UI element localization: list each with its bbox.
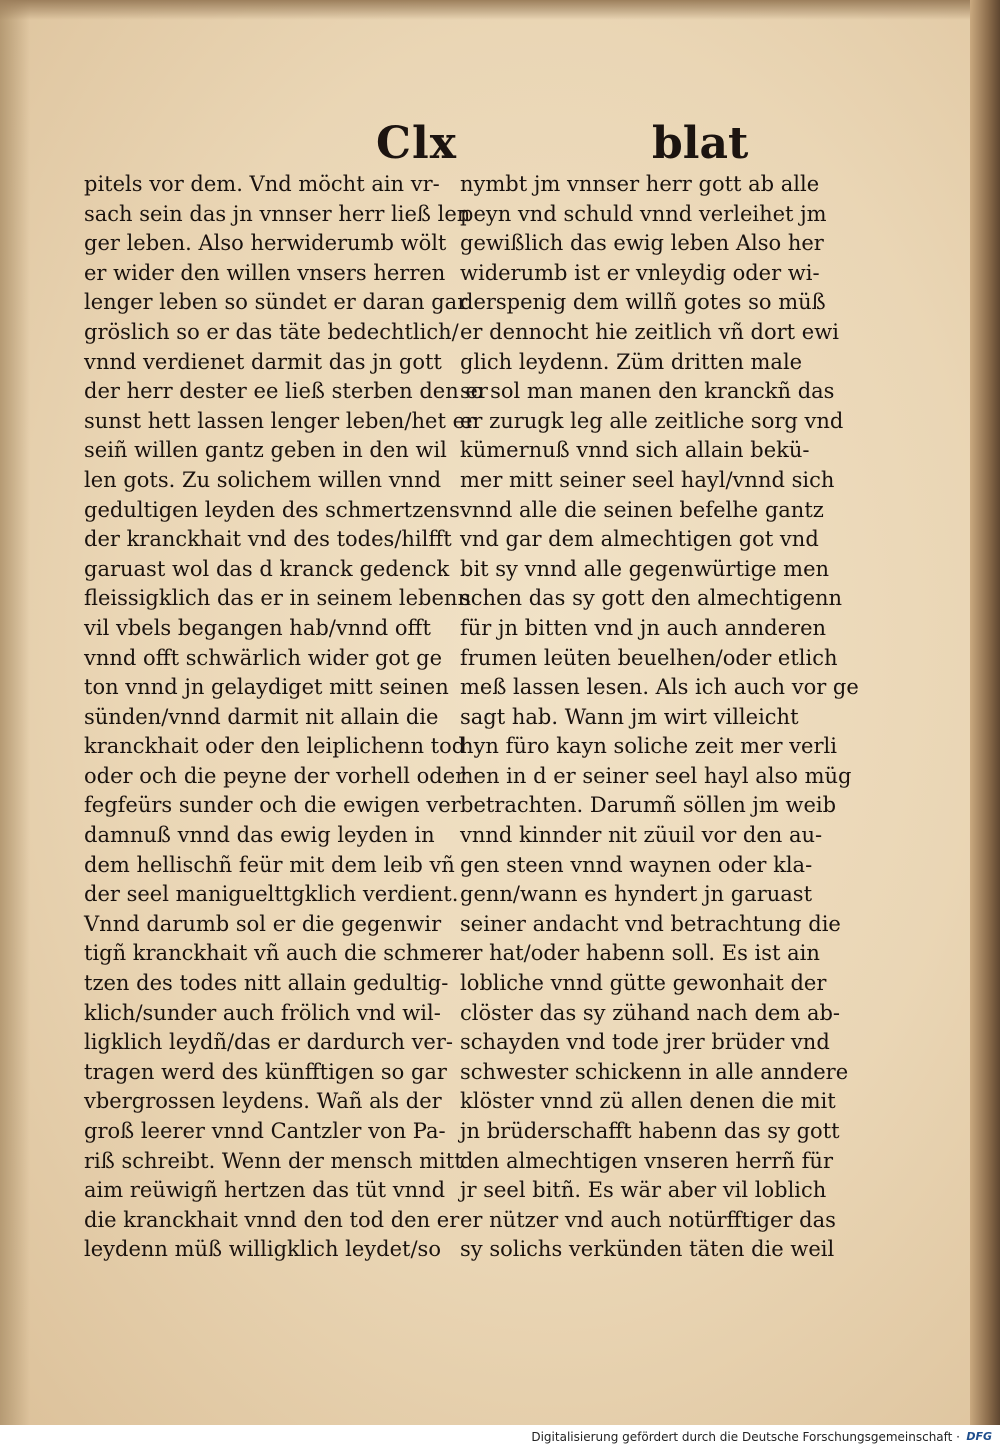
text-line: tragen werd des künfftigen so gar <box>84 1059 447 1084</box>
text-line: meß lassen lesen. Als ich auch vor ge <box>460 675 859 700</box>
text-line: sach sein das jn vnnser herr ließ len <box>84 201 471 226</box>
text-line: seiñ willen gantz geben in den wil <box>84 438 447 463</box>
dfg-logo: DFG <box>966 1430 992 1443</box>
text-line: jn brüderschafft habenn das sy gott <box>460 1119 840 1143</box>
text-line: gröslich so er das täte bedechtlich/ <box>84 319 459 344</box>
text-line: nymbt jm vnnser herr gott ab alle <box>460 172 820 196</box>
text-line: widerumb ist er vnleydig oder wi- <box>460 260 820 285</box>
text-line: gedultigen leyden des schmertzens <box>84 497 460 522</box>
text-line: seiner andacht vnd betrachtung die <box>460 911 841 936</box>
text-line: hyn füro kayn soliche zeit mer verli <box>460 734 837 759</box>
text-line: er dennocht hie zeitlich vñ dort ewi <box>460 319 839 344</box>
text-line: oder och die peyne der vorhell oder <box>84 763 466 788</box>
text-line: groß leerer vnnd Cantzler von Pa- <box>84 1119 446 1143</box>
text-line: sy solichs verkünden täten die weil <box>460 1237 835 1262</box>
text-line: so sol man manen den kranckñ das <box>460 379 835 404</box>
top-shadow <box>0 0 1000 20</box>
folio-number: Clx <box>376 118 457 169</box>
text-line: Vnnd darumb sol er die gegenwir <box>84 911 442 936</box>
text-line: gewißlich das ewig leben Also her <box>460 231 824 256</box>
text-line: schen das sy gott den almechtigenn <box>460 586 843 611</box>
text-line: pitels vor dem. Vnd möcht ain vr- <box>84 172 440 196</box>
text-line: klich/sunder auch frölich vnd wil- <box>84 1000 441 1025</box>
text-line: tzen des todes nitt allain gedultig- <box>84 971 449 996</box>
text-line: vnnd kinnder nit züuil vor den au- <box>460 823 823 848</box>
text-line: aim reüwigñ hertzen das tüt vnnd <box>84 1178 446 1203</box>
text-line: genn/wann es hyndert jn garuast <box>460 882 813 907</box>
text-line: fleissigklich das er in seinem lebenn <box>84 586 471 611</box>
text-line: vnnd offt schwärlich wider got ge <box>84 645 443 670</box>
text-line: tigñ kranckhait vñ auch die schmer <box>84 941 462 966</box>
text-line: lenger leben so sündet er daran gar <box>84 290 468 315</box>
text-line: clöster das sy zühand nach dem ab- <box>460 1000 841 1025</box>
text-line: schayden vnd tode jrer brüder vnd <box>460 1030 830 1055</box>
text-line: schwester schickenn in alle anndere <box>460 1059 849 1084</box>
text-line: ligklich leydñ/das er dardurch ver- <box>84 1030 453 1055</box>
text-line: lobliche vnnd gütte gewonhait der <box>460 971 827 996</box>
text-line: kümernuß vnnd sich allain bekü- <box>460 438 810 463</box>
text-line: jr seel bitñ. Es wär aber vil loblich <box>460 1178 827 1203</box>
text-line: vnd gar dem almechtigen got vnd <box>460 527 819 552</box>
text-line: der kranckhait vnd des todes/hilfft <box>84 527 452 552</box>
text-line: hen in d er seiner seel hayl also müg <box>460 763 852 788</box>
text-line: fegfeürs sunder och die ewigen ver <box>84 793 461 818</box>
text-line: die kranckhait vnnd den tod den er <box>84 1207 460 1232</box>
text-line: dem hellischñ feür mit dem leib vñ <box>84 852 455 877</box>
text-line: ger leben. Also herwiderumb wölt <box>84 231 447 256</box>
text-line: klöster vnnd zü allen denen die mit <box>460 1089 836 1114</box>
text-line: frumen leüten beuelhen/oder etlich <box>460 645 838 670</box>
text-line: glich leydenn. Züm dritten male <box>460 349 803 374</box>
text-line: für jn bitten vnd jn auch annderen <box>460 615 827 640</box>
text-line: vnnd verdienet darmit das jn gott <box>84 349 442 374</box>
text-line: gen steen vnnd waynen oder kla- <box>460 852 813 877</box>
text-line: vil vbels begangen hab/vnnd offt <box>84 615 431 640</box>
text-line: er zurugk leg alle zeitliche sorg vnd <box>460 408 844 433</box>
text-line: ton vnnd jn gelaydiget mitt seinen <box>84 675 449 700</box>
folio-label: blat <box>652 118 749 169</box>
text-line: den almechtigen vnseren herrñ für <box>460 1148 833 1173</box>
text-line: bit sy vnnd alle gegenwürtige men <box>460 556 830 581</box>
text-line: er nützer vnd auch notürfftiger das <box>460 1207 836 1232</box>
text-line: der herr dester ee ließ sterben den er <box>84 379 488 404</box>
text-line: len gots. Zu solichem willen vnnd <box>84 467 442 492</box>
text-line: peyn vnd schuld vnnd verleihet jm <box>460 201 827 226</box>
text-line: garuast wol das d kranck gedenck <box>84 556 450 581</box>
page-edge <box>970 0 1000 1425</box>
text-line: derspenig dem willñ gotes so müß <box>460 290 826 315</box>
funding-notice: Digitalisierung gefördert durch die Deutsche Forschungsgemeinschaft · <box>531 1430 960 1444</box>
text-line: sünden/vnnd darmit nit allain die <box>84 704 439 729</box>
text-line: er wider den willen vnsers herren <box>84 260 446 285</box>
text-line: sagt hab. Wann jm wirt villeicht <box>460 704 799 729</box>
text-line: kranckhait oder den leiplichenn tod <box>84 734 466 759</box>
left-text-column <box>84 170 488 1265</box>
text-line: betrachten. Darumñ söllen jm weib <box>460 793 837 818</box>
text-line: riß schreibt. Wenn der mensch mitt <box>84 1148 463 1173</box>
text-line: vnnd alle die seinen befelhe gantz <box>460 497 824 522</box>
text-line: der seel maniguelttgklich verdient. <box>84 882 459 907</box>
text-line: damnuß vnnd das ewig leyden in <box>84 823 435 848</box>
text-line: leydenn müß willigklich leydet/so <box>84 1237 441 1262</box>
text-line: mer mitt seiner seel hayl/vnnd sich <box>460 467 835 492</box>
text-line: er hat/oder habenn soll. Es ist ain <box>460 941 820 966</box>
right-text-column <box>460 170 859 1265</box>
text-line: vbergrossen leydens. Wañ als der <box>84 1089 442 1114</box>
text-line: sunst hett lassen lenger leben/het er <box>84 408 476 433</box>
